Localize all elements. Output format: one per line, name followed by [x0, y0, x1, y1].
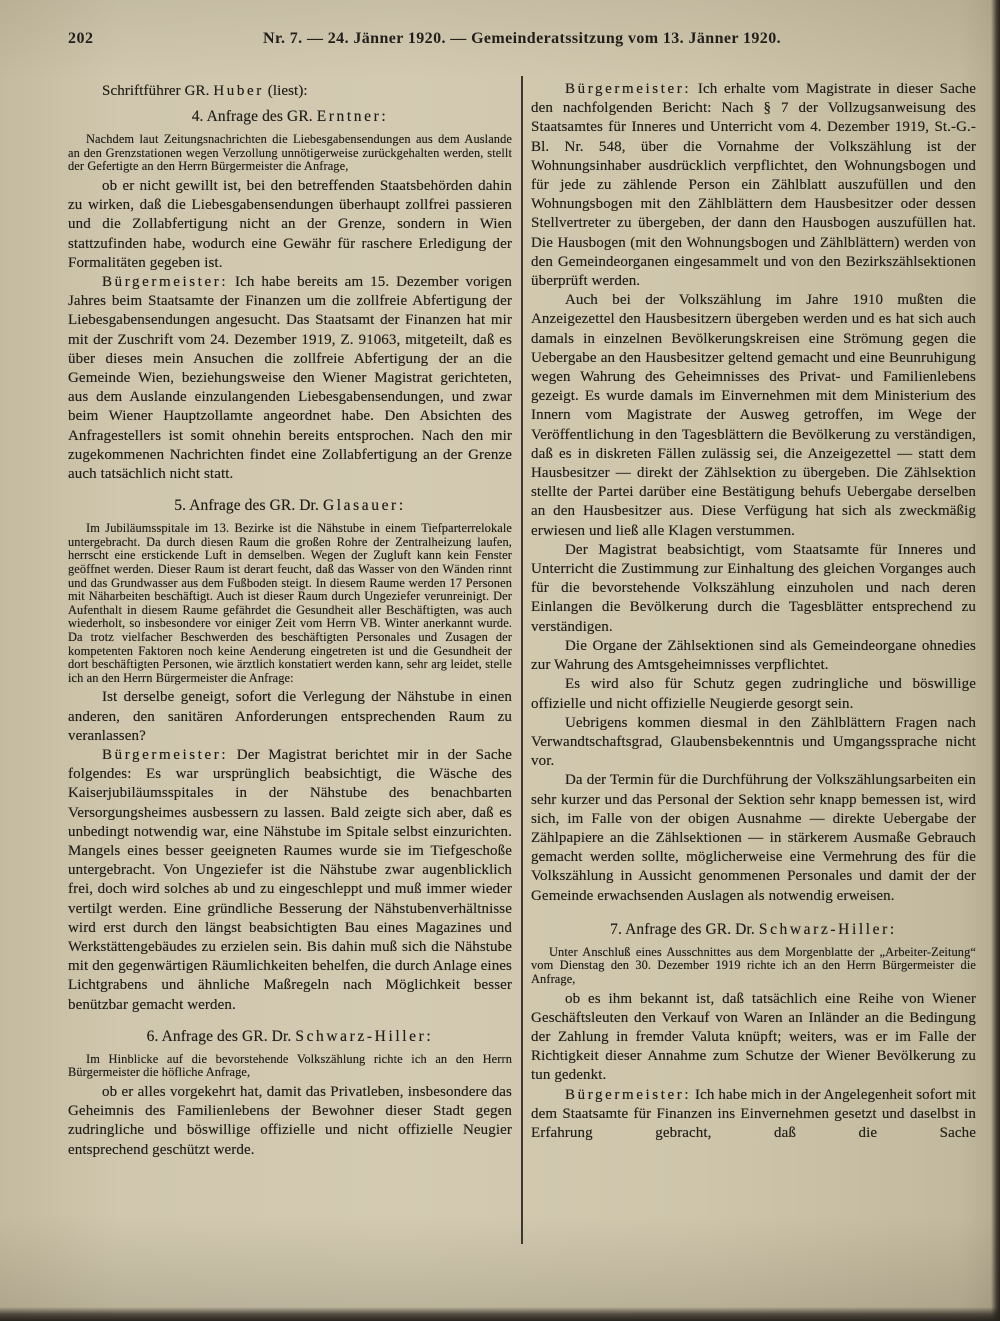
inquiry-heading: [68, 1027, 512, 1047]
running-title: Nr. 7. — 24. Jänner 1920. — Gemeinderatssitzung vom 13. Jänner 1920.: [262, 30, 781, 47]
speaker-label: Bürgermeister:: [102, 746, 229, 763]
inquiry-heading-text: 6. Anfrage des GR. Dr.: [146, 1027, 292, 1045]
left-column: [68, 80, 512, 1160]
answer-paragraph: Der Magistrat beabsichtigt, vom Staatsamte für Inneres und Unterricht die Zustimmung zur Einhaltung des gleichen Vorganges auch für die bevorstehende Volkszählung einzuholen und nach deren Einlangen die Bevölkerung durch die Tagesblätter entsprechend zu verständigen.: [531, 541, 976, 635]
inquiry-heading-text: 5. Anfrage des GR. Dr.: [174, 497, 319, 515]
answer-text: Ich habe bereits am 15. Dezember vorigen Jahres beim Staatsamte der Finanzen um die zollfreie Abfertigung der Liebesgabensendungen angesucht. Das Staatsamt der Finanzen hat mir mit der Zuschrift vom 24. Dezember 1919, Z. 91063, mitgeteilt, daß es über dieses mein Ansuchen die zollfreie Abfertigung der an die Gemeinde Wien, beziehungsweise den Wiener Magistrat gerichteten, aus dem Auslande einzulangenden Liebesgabensendungen, und zwar beim Wiener Hauptzollamte angeordnet habe. Den Absichten des Anfragestellers ist somit ohnehin bereits entsprochen. Nach den mir zugekommenen Nachrichten findet eine Zollabfertigung an der Grenze auch tatsächlich nicht statt.: [68, 274, 512, 483]
reader-note: (liest):: [267, 83, 308, 99]
inquiry-question: ob er nicht gewillt ist, bei den betreffenden Staatsbehörden dahin zu wirken, daß die Liebesgabensendungen überhaupt zollfrei passieren und die Zollabfertigung nicht an der Grenze, sondern in Wien stattzufinden habe, wodurch eine Gewähr für raschere Erledigung der Formalitäten gegeben ist.: [68, 177, 512, 271]
right-column: [531, 80, 976, 1143]
inquirer-name: Glasauer:: [322, 497, 406, 515]
inquirer-name: Schwarz-Hiller:: [758, 920, 897, 938]
scan-edge-bottom: [0, 1307, 1000, 1321]
answer-paragraph: [531, 1086, 976, 1144]
inquiry-question: Ist derselbe geneigt, sofort die Verlegung der Nähstube in einen anderen, den sanitären Anforderungen entsprechenden Raum zu veranlassen?: [68, 689, 512, 744]
answer-paragraph: Die Organe der Zählsektionen sind als Gemeindeorgane ohnedies zur Wahrung des Amtsgeheimnisses verpflichtet.: [531, 637, 976, 674]
inquiry-heading: [68, 107, 512, 127]
answer-paragraph: [68, 746, 512, 1015]
inquiry-preamble: Nachdem laut Zeitungsnachrichten die Liebesgabensendungen aus dem Auslande an den Grenzstationen wegen Verzollung unnötigerweise zurückgehalten werden, stellt der Gefertigte an den Herrn Bürgermeister die Anfrage,: [68, 132, 512, 174]
answer-paragraph: Da der Termin für die Durchführung der Volkszählungsarbeiten ein sehr kurzer und das Personal der Sektion sehr knapp bemessen ist, wird sich, im Falle von der obigen Ausnahme — direkte Uebergabe der Zählpapiere an die Zählsektionen — in stärkerem Ausmaße Gebrauch gemacht werden sollte, möglicherweise eine Vermehrung des für die Volkszählung in Aussicht genommenen Personales und damit der der Gemeinde erwachsenden Auslagen als notwendig erweisen.: [531, 772, 976, 904]
inquiry-preamble: Im Hinblicke auf die bevorstehende Volkszählung richte ich an den Herrn Bürgermeister die höfliche Anfrage,: [68, 1051, 512, 1080]
answer-paragraph: Es wird also für Schutz gegen zudringliche und böswillige offizielle und nicht offizielle Neugierde gesorgt sein.: [531, 676, 976, 712]
speaker-label: Bürgermeister:: [565, 1086, 692, 1103]
reader-line: [68, 82, 512, 101]
inquirer-name: Erntner:: [316, 108, 389, 126]
speaker-label: Bürgermeister:: [565, 81, 692, 97]
answer-paragraph: [68, 273, 512, 484]
inquiry-heading-text: 7. Anfrage des GR. Dr.: [610, 920, 755, 938]
answer-text: Ich erhalte vom Magistrate in dieser Sache den nachfolgenden Bericht: Nach § 7 der Vollzugsanweisung des Staatsamtes für Inneres und Unterricht vom 4. Dezember 1919, St.-G.-Bl. Nr. 548, über die Vornahme der Volkszählung ist der Wohnungsinhaber ausdrücklich verpflichtet, den Wohnungsbogen und für jede zu zählende Person ein Zählblatt auszufüllen und den Wohnungsbogen mit den Zählblättern dem Hausbesitzer oder dessen Stellvertreter zu übergeben, der dann den Hausbogen auszufüllen hat. Die Hausbogen (mit den Wohnungsbogen und Zählblättern) werden von den Gemeindeorganen eingesammelt und von den Bezirkszählsektionen überprüft werden.: [531, 81, 976, 290]
inquiry-heading: [68, 496, 512, 516]
answer-text: Der Magistrat berichtet mir in der Sache folgendes: Es war ursprünglich beabsichtigt, die Wäsche des Kaiserjubiläumsspitales in der Nähstube des benachbarten Versorgungsheimes ausbessern zu lassen. Bald zeigte sich aber, daß es unbedingt notwendig war, eine Nähstube im Spitale selbst einzurichten. Mangels eines besser geeigneten Raumes wurde sie im Tiefgeschoße untergebracht. Von Ungeziefer ist die Nähstube zwar augenblicklich frei, doch wird solches ab und zu eingeschleppt und muß immer wieder vertilgt werden. Eine gründliche Besserung der Nähstubenverhältnisse wird erst durch den längst beabsichtigten Bau eines Magazines und Werkstättengebäudes zu erzielen sein. Bis dahin muß sich die Nähstube mit den gegenwärtigen Räumlichkeiten behelfen, die durch Anlage eines Lichtgrabens und ähnliche Maßregeln nach Möglichkeit besser benützbar gemacht werden.: [68, 746, 512, 1013]
page-number: 202: [68, 30, 94, 47]
inquiry-heading-text: 4. Anfrage des GR.: [191, 108, 313, 126]
reader-role: Schriftführer GR.: [102, 83, 210, 99]
inquirer-name: Schwarz-Hiller:: [295, 1027, 434, 1045]
column-divider: [521, 76, 523, 1244]
speaker-label: Bürgermeister:: [102, 274, 229, 290]
answer-paragraph: [531, 80, 976, 291]
inquiry-heading: [531, 920, 976, 940]
answer-paragraph: Uebrigens kommen diesmal in den Zählblättern Fragen nach Verwandtschaftsgrad, Glaubensbekenntnis und Umgangssprache nicht vor.: [531, 714, 976, 770]
reader-name: Huber: [213, 83, 264, 99]
answer-paragraph: Auch bei der Volkszählung im Jahre 1910 mußten die Anzeigezettel den Hausbesitzern übergeben werden und es hat sich auch damals in einzelnen Bevölkerungskreisen eine Strömung gegen die Uebergabe an den Hausbesitzer geltend gemacht und eine Beunruhigung wegen Wahrung des Geheimnisses des Privat- und Familienlebens gezeigt. Es wurde damals im Einvernehmen mit dem Ministerium des Innern vom Magistrate der Ausweg getroffen, im Wege der Veröffentlichung in den Tagesblättern die Bevölkerung zu verständigen, daß es in diskreten Fällen zulässig sei, die Anzeigezettel — statt dem Hausbesitzer — direkt der Zählsektion zu übergeben. Die Zählsektion stellte der Partei darüber eine Bestätigung behufs Uebergabe derselben an den Hausbesitzer aus. Diese Verfügung hat sich als zweckmäßig erwiesen und ließ alle Klagen verstummen.: [531, 292, 976, 539]
answer-text: Ich habe mich in der Angelegenheit sofort mit dem Staatsamte für Finanzen ins Einvernehmen gesetzt und daselbst in Erfahrung gebracht, daß die Sache: [531, 1086, 976, 1141]
inquiry-preamble: Im Jubiläumsspitale im 13. Bezirke ist die Nähstube in einem Tiefparterrelokale untergebracht. Da durch diesen Raum die großen Rohre der Zentralheizung laufen, herrscht eine erstickende Luft in demselben. Wegen der Zugluft kann kein Fenster geöffnet werden. Dieser Raum ist derart feucht, daß das Wasser von den Wänden rinnt und das Grundwasser aus dem Fußboden steigt. In diesem Raume werden 17 Personen mit Näharbeiten beschäftigt. Auch ist dieser Raum durch Ungeziefer verunreinigt. Der Aufenthalt in diesem Raume gefährdet die Gesundheit aller Beschäftigten, was auch wiederholt, so insbesondere vor einiger Zeit vom Herrn VB. Winter anerkannt wurde. Da trotz vielfacher Beschwerden des beschäftigten Personales und Zusagen der kompetenten Faktoren noch keine Aenderung eingetreten ist und die Gesundheit der dort beschäftigten Personen, wie ärztlich konstatiert werden kann, sehr arg leidet, stelle ich an den Herrn Bürgermeister die Anfrage:: [68, 521, 512, 685]
running-header: [68, 30, 976, 54]
inquiry-question: ob er alles vorgekehrt hat, damit das Privatleben, insbesondere das Geheimnis des Familienlebens der Bewohner dieser Stadt gegen zudringliche und böswillige offizielle und nicht offizielle Neugier entsprechend geschützt werde.: [68, 1084, 512, 1158]
scan-edge-right: [991, 0, 1000, 1321]
inquiry-question: ob es ihm bekannt ist, daß tatsächlich eine Reihe von Wiener Geschäftsleuten den Verkauf von Waren an Inländer an die Bedingung der Zahlung in fremder Valuta knüpft; weiters, was er im Falle der Richtigkeit dieser Annahme zum Schutze der Wiener Bevölkerung zu tun gedenkt.: [531, 990, 976, 1084]
inquiry-preamble: Unter Anschluß eines Ausschnittes aus dem Morgenblatte der „Arbeiter-Zeitung“ vom Dienstag den 30. Dezember 1919 richte ich an den Herrn Bürgermeister die Anfrage,: [531, 944, 976, 986]
